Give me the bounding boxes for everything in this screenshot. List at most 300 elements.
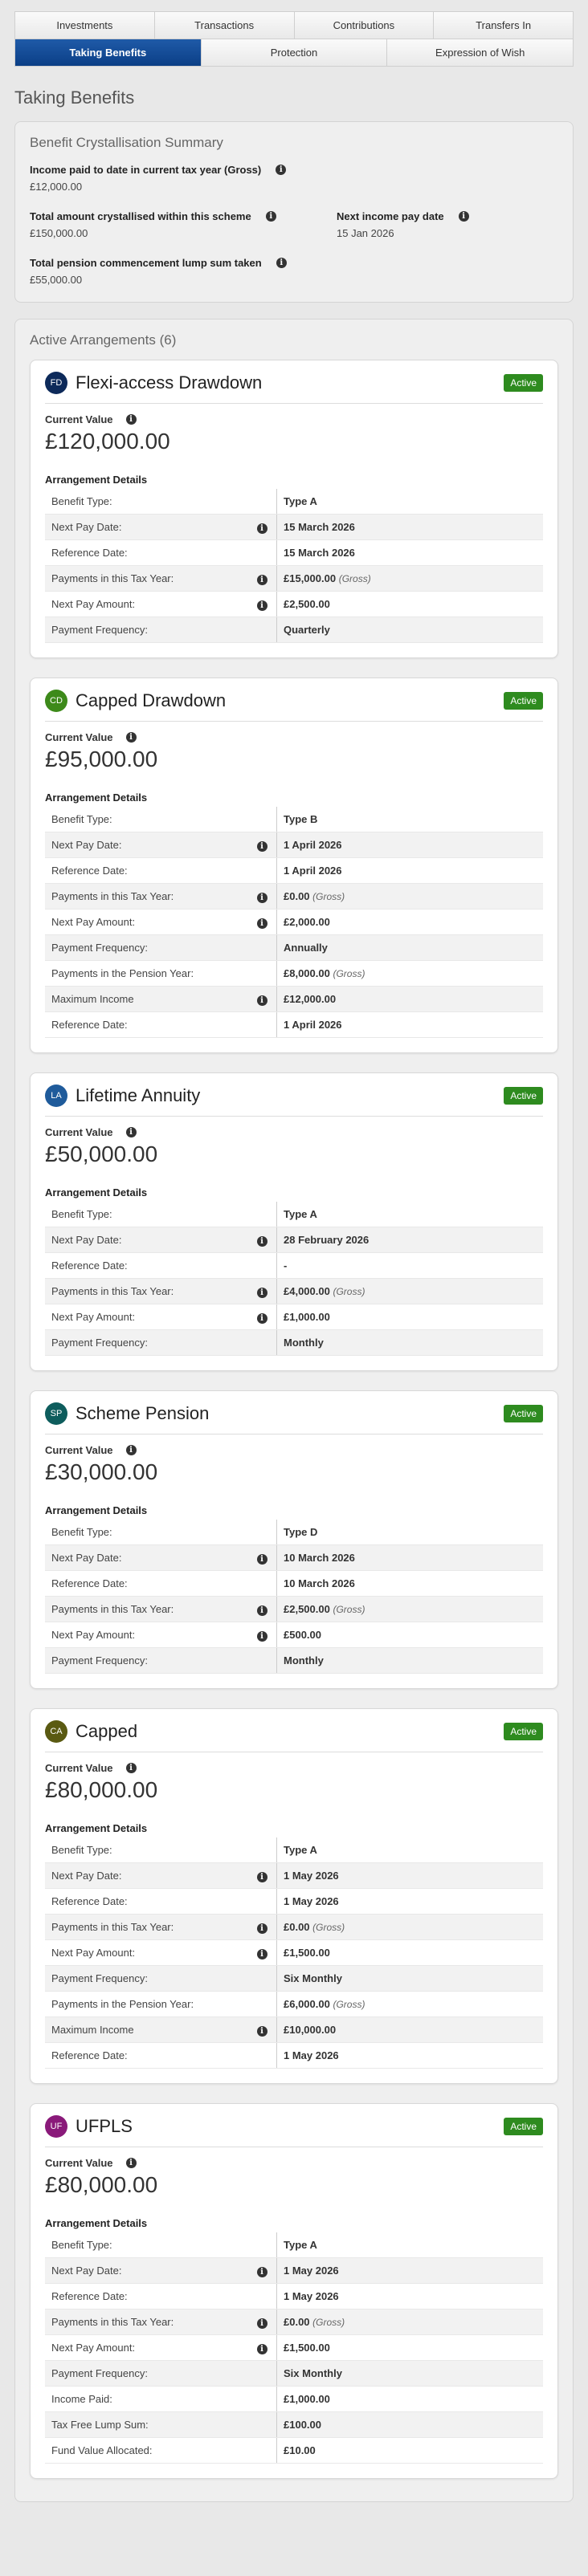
detail-info-cell xyxy=(247,2387,277,2412)
detail-value: Monthly xyxy=(284,1654,324,1666)
table-row xyxy=(45,1545,543,1571)
detail-value: Quarterly xyxy=(284,624,330,636)
current-value-label: Current Value xyxy=(45,731,113,743)
info-icon[interactable]: i xyxy=(257,2344,267,2354)
detail-label: Fund Value Allocated: xyxy=(45,2438,247,2464)
current-value-label: Current Value xyxy=(45,413,113,425)
table-row xyxy=(45,910,543,935)
detail-value-cell xyxy=(277,1330,544,1356)
active-arrangements-panel xyxy=(14,319,574,2502)
info-icon[interactable]: i xyxy=(257,841,267,852)
detail-info-cell xyxy=(247,858,277,884)
gross-note: (Gross) xyxy=(333,1999,365,2010)
info-icon[interactable]: i xyxy=(257,1872,267,1882)
detail-value: £6,000.00 xyxy=(284,1998,330,2010)
detail-label: Payment Frequency: xyxy=(45,617,247,643)
table-row xyxy=(45,592,543,617)
detail-value-cell xyxy=(277,1571,544,1597)
detail-value: £12,000.00 xyxy=(284,993,337,1005)
detail-value-cell xyxy=(277,2284,544,2309)
table-row xyxy=(45,961,543,987)
detail-value: £2,500.00 xyxy=(284,598,330,610)
detail-value-cell xyxy=(277,1966,544,1992)
info-icon[interactable]: i xyxy=(257,2026,267,2037)
detail-info-cell xyxy=(247,1545,277,1571)
detail-value-cell xyxy=(277,2043,544,2069)
detail-label: Benefit Type: xyxy=(45,1202,247,1227)
info-icon[interactable]: i xyxy=(257,995,267,1006)
detail-info-cell xyxy=(247,1304,277,1330)
table-row xyxy=(45,1889,543,1915)
gross-note: (Gross) xyxy=(333,1604,365,1615)
detail-label: Benefit Type: xyxy=(45,2232,247,2258)
detail-info-cell xyxy=(247,2017,277,2043)
detail-label: Payments in this Tax Year: xyxy=(45,1915,247,1940)
detail-info-cell xyxy=(247,2232,277,2258)
info-icon[interactable]: i xyxy=(257,1554,267,1565)
summary-title: Benefit Crystallisation Summary xyxy=(30,135,223,150)
detail-label: Reference Date: xyxy=(45,2043,247,2069)
table-row xyxy=(45,566,543,592)
detail-value: 15 March 2026 xyxy=(284,521,355,533)
info-icon[interactable]: i xyxy=(257,918,267,929)
detail-value-cell xyxy=(277,592,544,617)
tab-transactions[interactable]: Transactions xyxy=(155,12,295,39)
detail-info-cell xyxy=(247,592,277,617)
detail-info-cell xyxy=(247,832,277,858)
detail-value-cell xyxy=(277,540,544,566)
detail-label: Payments in this Tax Year: xyxy=(45,2309,247,2335)
detail-label: Next Pay Date: xyxy=(45,2258,247,2284)
detail-info-cell xyxy=(247,1648,277,1674)
detail-value-cell xyxy=(277,1279,544,1304)
detail-value-cell xyxy=(277,1915,544,1940)
income-paid-label-wrap xyxy=(30,164,558,176)
detail-value: 1 May 2026 xyxy=(284,2049,339,2061)
detail-info-cell xyxy=(247,1330,277,1356)
info-icon[interactable]: i xyxy=(257,575,267,585)
detail-info-cell xyxy=(247,807,277,832)
detail-value-cell xyxy=(277,1012,544,1038)
detail-value: - xyxy=(284,1260,288,1272)
table-row xyxy=(45,489,543,515)
detail-label: Income Paid: xyxy=(45,2387,247,2412)
detail-info-cell xyxy=(247,2258,277,2284)
table-row xyxy=(45,2438,543,2464)
avatar: SP xyxy=(45,1402,67,1425)
detail-value: £0.00 xyxy=(284,1921,310,1933)
current-value-label-wrap xyxy=(45,1762,543,1774)
info-icon[interactable]: i xyxy=(257,1949,267,1959)
arrangement-title: Lifetime Annuity xyxy=(76,1085,201,1105)
detail-value-cell xyxy=(277,807,544,832)
info-icon[interactable]: i xyxy=(257,1923,267,1934)
detail-value: 1 May 2026 xyxy=(284,2265,339,2277)
table-row xyxy=(45,1330,543,1356)
detail-value-cell xyxy=(277,1202,544,1227)
detail-value: 28 February 2026 xyxy=(284,1234,370,1246)
table-row xyxy=(45,2232,543,2258)
arrangement-details-table xyxy=(45,1837,543,2069)
detail-info-cell xyxy=(247,1279,277,1304)
info-icon[interactable]: i xyxy=(276,165,286,175)
tab-contributions[interactable]: Contributions xyxy=(295,12,435,39)
income-paid-value: £12,000.00 xyxy=(30,181,83,193)
table-row xyxy=(45,1253,543,1279)
detail-value: 1 April 2026 xyxy=(284,865,342,877)
detail-info-cell xyxy=(247,515,277,540)
table-row xyxy=(45,1915,543,1940)
detail-info-cell xyxy=(247,2361,277,2387)
detail-label: Benefit Type: xyxy=(45,489,247,515)
detail-value: £10,000.00 xyxy=(284,2024,337,2036)
pcls-value: £55,000.00 xyxy=(30,274,83,286)
detail-value-cell xyxy=(277,515,544,540)
detail-value-cell xyxy=(277,832,544,858)
detail-value-cell xyxy=(277,1889,544,1915)
detail-info-cell xyxy=(247,1520,277,1545)
arrangement-details-table xyxy=(45,807,543,1038)
info-icon[interactable]: i xyxy=(257,1605,267,1616)
detail-value-cell xyxy=(277,2412,544,2438)
detail-value: Type A xyxy=(284,1208,317,1220)
table-row xyxy=(45,1012,543,1038)
arrangement-details-table xyxy=(45,1202,543,1356)
detail-label: Next Pay Date: xyxy=(45,1863,247,1889)
detail-info-cell xyxy=(247,1915,277,1940)
detail-value: Type A xyxy=(284,2239,317,2251)
gross-note: (Gross) xyxy=(312,891,345,902)
detail-value: Type D xyxy=(284,1526,318,1538)
detail-value: Monthly xyxy=(284,1337,324,1349)
detail-value-cell xyxy=(277,1597,544,1622)
detail-value-cell xyxy=(277,1227,544,1253)
arrangement-header xyxy=(45,1720,543,1752)
info-icon[interactable]: i xyxy=(257,523,267,534)
detail-value-cell xyxy=(277,2438,544,2464)
current-value: £30,000.00 xyxy=(45,1459,158,1484)
detail-info-cell xyxy=(247,2438,277,2464)
info-icon[interactable]: i xyxy=(257,893,267,903)
detail-info-cell xyxy=(247,1202,277,1227)
detail-value: £2,000.00 xyxy=(284,916,330,928)
status-badge: Active xyxy=(504,692,543,710)
detail-value: £0.00 xyxy=(284,890,310,902)
detail-label: Payment Frequency: xyxy=(45,1966,247,1992)
info-icon[interactable]: i xyxy=(126,414,137,425)
detail-value: Type A xyxy=(284,495,317,507)
current-value: £80,000.00 xyxy=(45,2172,158,2197)
detail-value-cell xyxy=(277,858,544,884)
detail-value: 1 May 2026 xyxy=(284,1870,339,1882)
table-row xyxy=(45,1992,543,2017)
total-crystallised-item xyxy=(30,210,337,239)
table-row xyxy=(45,1227,543,1253)
detail-value: 1 April 2026 xyxy=(284,1019,342,1031)
detail-label: Next Pay Date: xyxy=(45,1545,247,1571)
detail-info-cell xyxy=(247,2043,277,2069)
table-row xyxy=(45,1202,543,1227)
table-row xyxy=(45,1837,543,1863)
tab-transfers-in[interactable]: Transfers In xyxy=(434,12,573,39)
detail-value: 10 March 2026 xyxy=(284,1552,355,1564)
detail-info-cell xyxy=(247,1597,277,1622)
detail-value-cell xyxy=(277,1863,544,1889)
table-row xyxy=(45,2258,543,2284)
detail-value-cell xyxy=(277,2017,544,2043)
benefit-summary-panel xyxy=(14,121,574,303)
tab-expression-of-wish[interactable]: Expression of Wish xyxy=(387,39,573,66)
arrangement-title: Capped xyxy=(76,1721,138,1741)
detail-label: Payment Frequency: xyxy=(45,2361,247,2387)
status-badge: Active xyxy=(504,1405,543,1422)
info-icon[interactable]: i xyxy=(126,732,137,743)
detail-info-cell xyxy=(247,1889,277,1915)
arrangement-header xyxy=(45,1402,543,1435)
status-badge: Active xyxy=(504,1723,543,1740)
detail-info-cell xyxy=(247,935,277,961)
total-crystallised-label: Total amount crystallised within this scheme xyxy=(30,210,251,222)
arrangement-list xyxy=(30,360,558,2479)
table-row xyxy=(45,540,543,566)
current-value: £120,000.00 xyxy=(45,429,170,454)
income-paid-label: Income paid to date in current tax year (Gross) xyxy=(30,164,262,176)
table-row xyxy=(45,2335,543,2361)
detail-value-cell xyxy=(277,884,544,910)
detail-value: Type A xyxy=(284,1844,317,1856)
table-row xyxy=(45,617,543,643)
table-row xyxy=(45,935,543,961)
detail-info-cell xyxy=(247,540,277,566)
detail-info-cell xyxy=(247,1966,277,1992)
current-value-label-wrap xyxy=(45,2157,543,2169)
info-icon[interactable]: i xyxy=(257,2267,267,2277)
info-icon[interactable]: i xyxy=(459,211,469,222)
arrangement-details-table xyxy=(45,1520,543,1674)
detail-info-cell xyxy=(247,2309,277,2335)
info-icon[interactable]: i xyxy=(257,1236,267,1247)
detail-value-cell xyxy=(277,1622,544,1648)
arrangement-card-2 xyxy=(30,1072,558,1371)
info-icon[interactable]: i xyxy=(257,1631,267,1642)
detail-info-cell xyxy=(247,987,277,1012)
avatar: LA xyxy=(45,1085,67,1107)
detail-value: Annually xyxy=(284,942,328,954)
table-row xyxy=(45,987,543,1012)
table-row xyxy=(45,1940,543,1966)
detail-label: Reference Date: xyxy=(45,1253,247,1279)
arrangement-card-1 xyxy=(30,678,558,1053)
next-income-label-wrap xyxy=(337,210,469,222)
table-row xyxy=(45,2017,543,2043)
detail-label: Next Pay Amount: xyxy=(45,1940,247,1966)
detail-value: £15,000.00 xyxy=(284,572,337,584)
info-icon[interactable]: i xyxy=(276,258,287,268)
next-income-item xyxy=(337,210,469,239)
gross-note: (Gross) xyxy=(333,1286,365,1297)
detail-info-cell xyxy=(247,1253,277,1279)
gross-note: (Gross) xyxy=(312,1922,345,1933)
pcls-label-wrap xyxy=(30,257,558,269)
detail-label: Maximum Income xyxy=(45,2017,247,2043)
arrangement-card-5 xyxy=(30,2103,558,2479)
detail-value: 1 May 2026 xyxy=(284,1895,339,1907)
table-row xyxy=(45,1304,543,1330)
detail-value: 10 March 2026 xyxy=(284,1577,355,1589)
detail-label: Payments in this Tax Year: xyxy=(45,1279,247,1304)
info-icon[interactable]: i xyxy=(126,1763,137,1773)
detail-label: Next Pay Amount: xyxy=(45,910,247,935)
detail-value: £1,000.00 xyxy=(284,1311,330,1323)
detail-info-cell xyxy=(247,1863,277,1889)
pcls-label: Total pension commencement lump sum taken xyxy=(30,257,262,269)
avatar: CA xyxy=(45,1720,67,1743)
table-row xyxy=(45,515,543,540)
detail-value-cell xyxy=(277,1253,544,1279)
detail-value: £10.00 xyxy=(284,2444,316,2456)
info-icon[interactable]: i xyxy=(257,600,267,611)
arrangement-card-0 xyxy=(30,360,558,658)
table-row xyxy=(45,1520,543,1545)
arrangement-header xyxy=(45,372,543,404)
detail-value: 1 April 2026 xyxy=(284,839,342,851)
arrangement-header xyxy=(45,1085,543,1117)
next-income-label: Next income pay date xyxy=(337,210,444,222)
arrangement-card-4 xyxy=(30,1708,558,2084)
table-row xyxy=(45,884,543,910)
detail-label: Payments in this Tax Year: xyxy=(45,566,247,592)
detail-info-cell xyxy=(247,1940,277,1966)
detail-value: £1,500.00 xyxy=(284,1947,330,1959)
arrangements-title: Active Arrangements (6) xyxy=(30,332,177,348)
detail-label: Payments in this Tax Year: xyxy=(45,1597,247,1622)
gross-note: (Gross) xyxy=(333,968,365,979)
arrangement-details-title: Arrangement Details xyxy=(45,1822,148,1834)
detail-label: Benefit Type: xyxy=(45,1520,247,1545)
info-icon[interactable]: i xyxy=(126,1127,137,1137)
detail-value: £500.00 xyxy=(284,1629,321,1641)
table-row xyxy=(45,1279,543,1304)
detail-label: Payments in this Tax Year: xyxy=(45,884,247,910)
arrangement-details-title: Arrangement Details xyxy=(45,792,148,804)
detail-info-cell xyxy=(247,1622,277,1648)
tab-taking-benefits[interactable]: Taking Benefits xyxy=(15,39,202,66)
current-value-label: Current Value xyxy=(45,1444,113,1456)
status-badge: Active xyxy=(504,374,543,392)
avatar: CD xyxy=(45,690,67,712)
detail-label: Reference Date: xyxy=(45,540,247,566)
avatar: UF xyxy=(45,2115,67,2138)
detail-value: 1 May 2026 xyxy=(284,2290,339,2302)
summary-row xyxy=(30,210,558,257)
detail-value-cell xyxy=(277,1520,544,1545)
detail-info-cell xyxy=(247,2335,277,2361)
detail-value-cell xyxy=(277,617,544,643)
detail-info-cell xyxy=(247,1992,277,2017)
next-income-value: 15 Jan 2026 xyxy=(337,227,394,239)
detail-value: £8,000.00 xyxy=(284,967,330,979)
current-value-label: Current Value xyxy=(45,2157,113,2169)
info-icon[interactable]: i xyxy=(126,2158,137,2168)
table-row xyxy=(45,1571,543,1597)
arrangement-title: Flexi-access Drawdown xyxy=(76,372,263,393)
detail-label: Next Pay Date: xyxy=(45,515,247,540)
detail-value-cell xyxy=(277,1940,544,1966)
detail-label: Payment Frequency: xyxy=(45,1648,247,1674)
detail-info-cell xyxy=(247,1012,277,1038)
table-row xyxy=(45,1648,543,1674)
arrangement-details-table xyxy=(45,489,543,643)
detail-value-cell xyxy=(277,1992,544,2017)
detail-info-cell xyxy=(247,2284,277,2309)
current-value: £80,000.00 xyxy=(45,1777,158,1802)
info-icon[interactable]: i xyxy=(126,1445,137,1455)
detail-info-cell xyxy=(247,910,277,935)
detail-value-cell xyxy=(277,1837,544,1863)
detail-value-cell xyxy=(277,566,544,592)
detail-info-cell xyxy=(247,489,277,515)
current-value-label-wrap xyxy=(45,1126,543,1138)
detail-value-cell xyxy=(277,2232,544,2258)
detail-value-cell xyxy=(277,1545,544,1571)
pcls-item xyxy=(30,257,558,286)
table-row xyxy=(45,858,543,884)
detail-value-cell xyxy=(277,489,544,515)
detail-info-cell xyxy=(247,961,277,987)
arrangement-title: UFPLS xyxy=(76,2116,133,2136)
status-badge: Active xyxy=(504,2118,543,2135)
detail-value: 15 March 2026 xyxy=(284,547,355,559)
arrangement-title: Capped Drawdown xyxy=(76,690,227,710)
current-value-label-wrap xyxy=(45,1444,543,1456)
detail-label: Payment Frequency: xyxy=(45,1330,247,1356)
detail-value: £4,000.00 xyxy=(284,1285,330,1297)
arrangement-details-title: Arrangement Details xyxy=(45,1504,148,1516)
table-row xyxy=(45,807,543,832)
detail-value-cell xyxy=(277,2387,544,2412)
table-row xyxy=(45,1966,543,1992)
tab-investments[interactable]: Investments xyxy=(15,12,155,39)
detail-label: Next Pay Amount: xyxy=(45,1622,247,1648)
table-row xyxy=(45,2284,543,2309)
arrangement-header xyxy=(45,690,543,722)
total-crystallised-label-wrap xyxy=(30,210,337,222)
total-crystallised-value: £150,000.00 xyxy=(30,227,88,239)
detail-value-cell xyxy=(277,1304,544,1330)
arrangement-details-title: Arrangement Details xyxy=(45,474,148,486)
table-row xyxy=(45,2361,543,2387)
table-row xyxy=(45,2387,543,2412)
detail-label: Reference Date: xyxy=(45,858,247,884)
detail-value-cell xyxy=(277,1648,544,1674)
arrangement-card-3 xyxy=(30,1390,558,1689)
info-icon[interactable]: i xyxy=(257,1313,267,1324)
detail-label: Maximum Income xyxy=(45,987,247,1012)
info-icon[interactable]: i xyxy=(266,211,276,222)
table-row xyxy=(45,2043,543,2069)
info-icon[interactable]: i xyxy=(257,1288,267,1298)
tab-protection[interactable]: Protection xyxy=(202,39,388,66)
tabs-row-1 xyxy=(14,11,574,39)
arrangement-details-title: Arrangement Details xyxy=(45,1186,148,1198)
detail-value-cell xyxy=(277,961,544,987)
table-row xyxy=(45,1622,543,1648)
avatar: FD xyxy=(45,372,67,394)
detail-value: £2,500.00 xyxy=(284,1603,330,1615)
detail-info-cell xyxy=(247,1837,277,1863)
current-value: £50,000.00 xyxy=(45,1141,158,1166)
info-icon[interactable]: i xyxy=(257,2318,267,2329)
